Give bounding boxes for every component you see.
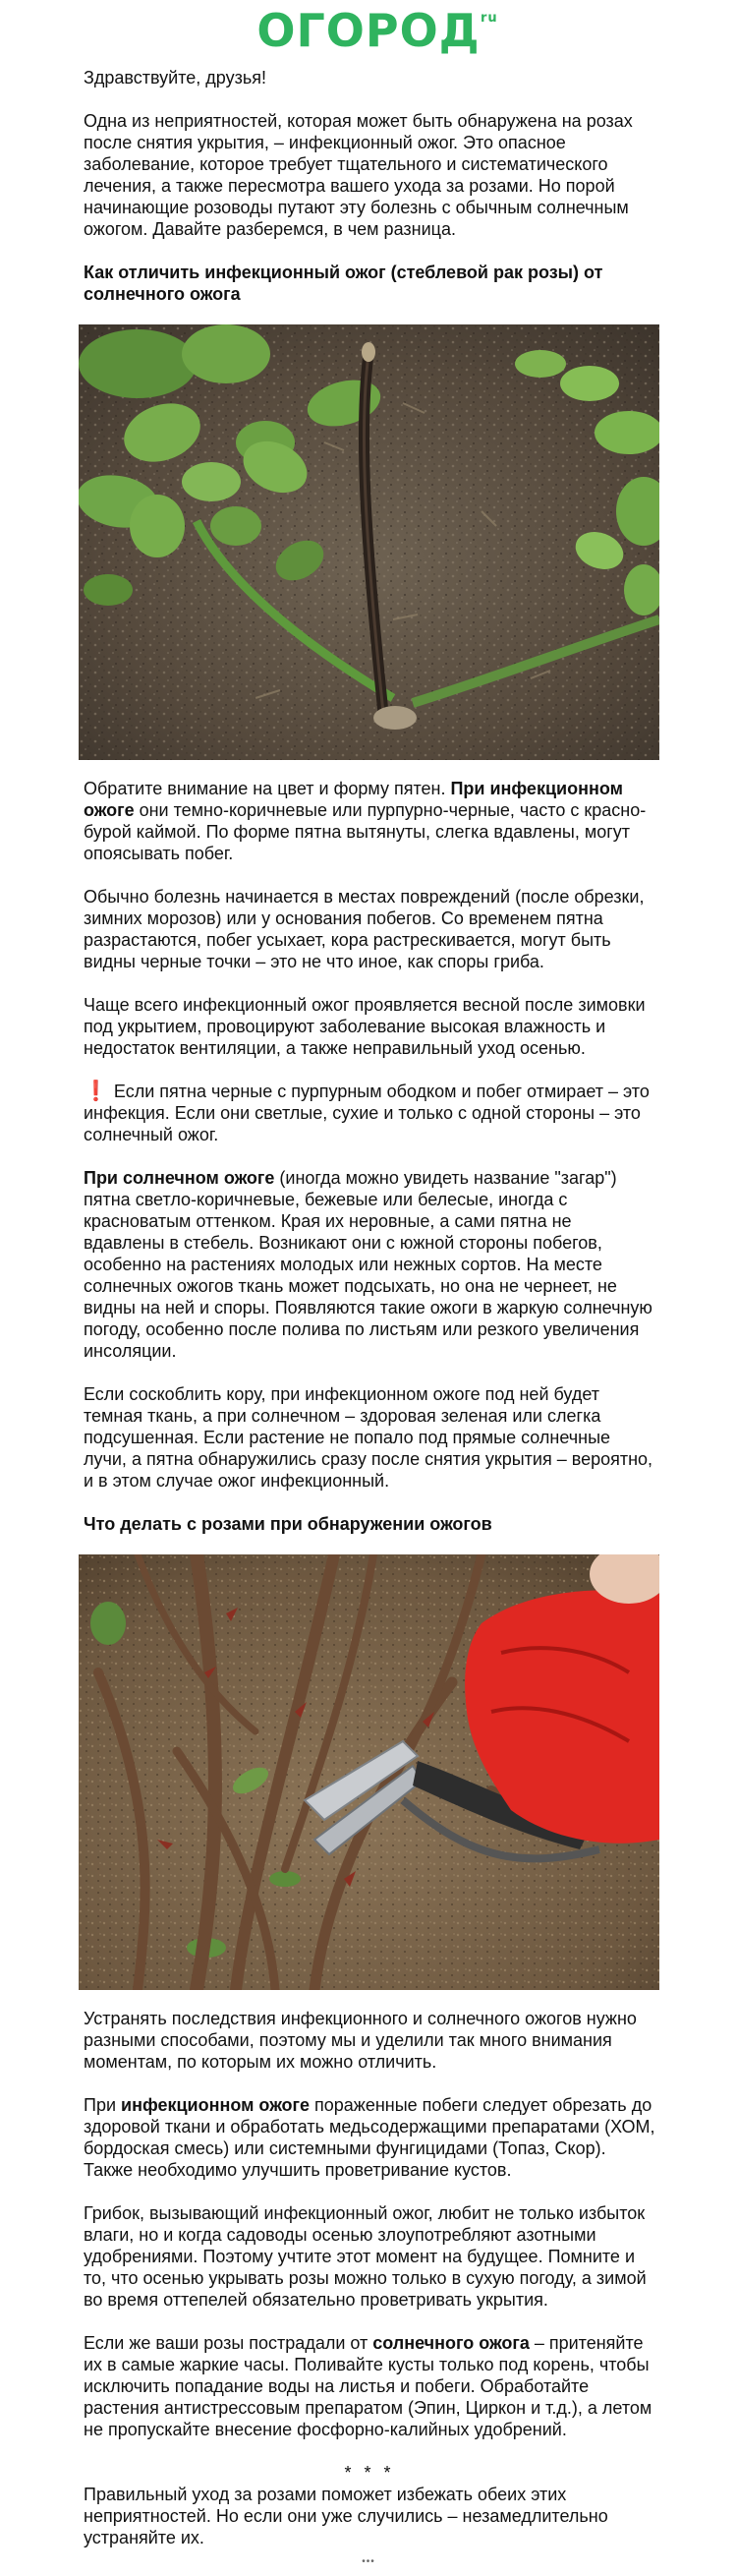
paragraph-warning (84, 1081, 655, 1145)
photo1-illustration (79, 324, 659, 760)
p10-text-end: – притеняйте их в самые жаркие часы. Поливайте кусты только под корень, чтобы исключить попадание воды на листья и побеги. Обработайте растения антистрессовым препаратом (Эпин, Циркон и т.д.), а летом не пропускайте внесение фосфорно-калийных удобрений. (84, 2333, 652, 2439)
section-heading-1: Как отличить инфекционный ожог (стеблевой рак розы) от солнечного ожога (84, 263, 603, 304)
pruning-shears-glove-photo (79, 1554, 659, 1990)
p1-text-start: Обратите внимание на цвет и форму пятен. (84, 779, 451, 798)
paragraph-disease-start: Обычно болезнь начинается в местах повреждений (после обрезки, зимних морозов) или у основания побегов. Со временем пятна разрастаются, побег усыхает, кора растрескивается, могут быть видны черные точки – это не что иное, как споры гриба. (84, 887, 645, 971)
logo-text (256, 4, 498, 57)
p10-bold: солнечного ожога (372, 2333, 530, 2353)
p8-text-end: пораженные побеги следует обрезать до здоровой ткани и обработать медьсодержащими препаратами (ХОМ, бордоская смесь) или системными фунгицидами (Топаз, Скор). Также необходимо улучшить проветривание кустов. (84, 2095, 655, 2180)
p5-text-end: (иногда можно увидеть название "загар") пятна светло-коричневые, бежевые или белесые, иногда с красноватым оттенком. Края их неровные, а сами пятна не вдавлены в стебель. Возникают они с южной стороны побегов, особенно на растениях молодых или нежных сортов. На месте солнечных ожогов ткань может подсыхать, но она не чернеет, не видны на ней и споры. Появляются такие ожоги в жаркую солнечную погоду, особенно после полива по листьям или резкого увеличения инсоляции. (84, 1168, 652, 1361)
paragraph-spring: Чаще всего инфекционный ожог проявляется весной после зимовки под укрытием, провоцируют заболевание высокая влажность и недостаток вентиляции, а также неправильный уход осенью. (84, 995, 646, 1058)
logo-wordmark: ОГОРОД (256, 4, 481, 57)
article-body (84, 61, 655, 2570)
greeting: Здравствуйте, друзья! (84, 68, 266, 88)
rose-shoot-canker-photo (79, 324, 659, 760)
photo2-illustration (79, 1554, 659, 1990)
warning-text: Если пятна черные с пурпурным ободком и побег отмирает – это инфекция. Если они светлые, сухие и только с одной стороны – это солнечный ожог. (84, 1082, 650, 1144)
paragraph-infection-treatment (84, 2094, 655, 2181)
p10-text-start: Если же ваши розы пострадали от (84, 2333, 373, 2353)
paragraph-scrape: Если соскоблить кору, при инфекционном ожоге под ней будет темная ткань, а при солнечном – здоровая зеленая или слегка подсушенная. Если растение не попало под прямые солнечные лучи, а пятна обнаружились сразу после снятия укрытия – вероятно, и в этом случае ожог инфекционный. (84, 1384, 653, 1491)
exclamation-icon: ❗ (84, 1081, 108, 1102)
footer-dots: ••• (362, 2556, 375, 2567)
paragraph-fungus: Грибок, вызывающий инфекционный ожог, любит не только избыток влаги, но и когда садоводы осенью злоупотребляют азотными удобрениями. Поэтому учтите этот момент на будущее. Помните и то, что осенью укрывать розы можно только в сухую погоду, а зимой во время оттепелей обязательно проветривать укрытия. (84, 2203, 647, 2310)
paragraph-sunburn-treatment (84, 2332, 655, 2440)
p5-bold: При солнечном ожоге (84, 1168, 275, 1188)
p1-bold: При инфекционном ожоге (84, 779, 623, 820)
logo-suffix: ru (480, 11, 498, 26)
p1-text-end: они темно-коричневые или пурпурно-черные, часто с красно-бурой каймой. По форме пятна вытянуты, слегка вдавлены, могут опоясывать побег. (84, 800, 647, 863)
outro-paragraph: Правильный уход за розами поможет избежать обеих этих неприятностей. Но если они уже случились – незамедлительно устраняйте их. (84, 2485, 608, 2547)
section-heading-2: Что делать с розами при обнаружении ожогов (84, 1514, 492, 1534)
paragraph-different-methods: Устранять последствия инфекционного и солнечного ожогов нужно разными способами, поэтому мы и уделили так много внимания моментам, по которым их можно отличить. (84, 2009, 637, 2072)
paragraph-infection-spots (84, 778, 655, 864)
header-logo[interactable] (0, 0, 737, 61)
section-divider-stars: * * * (344, 2463, 395, 2483)
p8-text-start: При (84, 2095, 122, 2115)
paragraph-sunburn (84, 1167, 655, 1362)
p8-bold: инфекционном ожоге (121, 2095, 311, 2115)
intro-paragraph: Одна из неприятностей, которая может быть обнаружена на розах после снятия укрытия, – инфекционный ожог. Это опасное заболевание, которое требует тщательного и систематического лечения, а также пересмотра вашего ухода за розами. Но порой начинающие розоводы путают эту болезнь с обычным солнечным ожогом. Давайте разберемся, в чем разница. (84, 111, 633, 239)
